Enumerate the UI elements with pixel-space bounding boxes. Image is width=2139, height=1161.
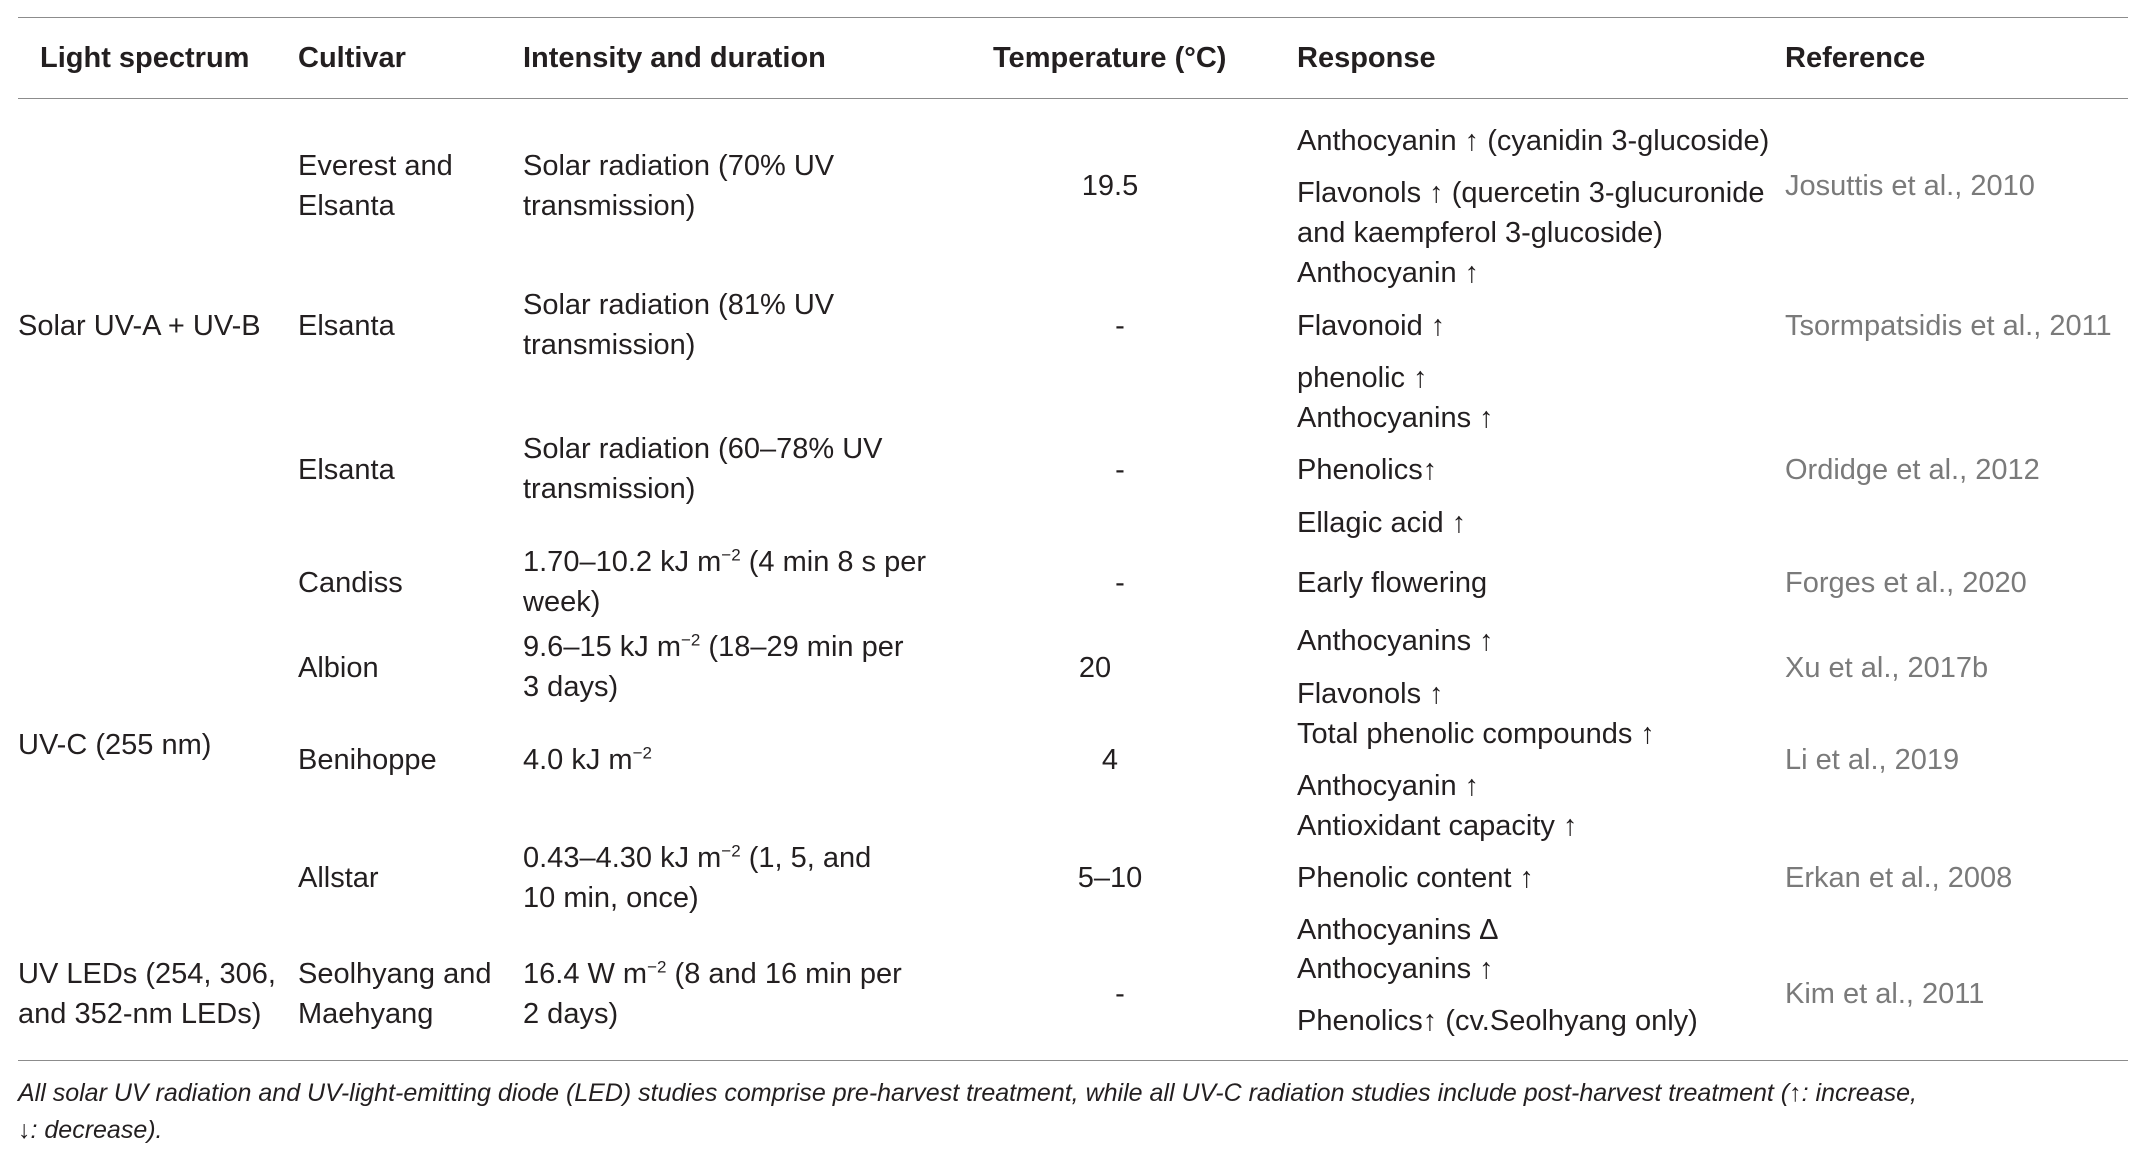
row4-response-1: Early flowering (1297, 567, 1488, 599)
row3-response-1: Anthocyanins ↑ (1297, 402, 1494, 434)
row2-intensity-line2: transmission) (523, 329, 696, 361)
row7-response-1: Antioxidant capacity ↑ (1297, 810, 1578, 842)
row8-intensity-line2: 2 days) (523, 998, 619, 1030)
row2-temperature: - (1115, 310, 1125, 342)
row3-reference: Ordidge et al., 2012 (1785, 454, 2040, 486)
row6-response-1: Total phenolic compounds ↑ (1297, 718, 1655, 750)
footnote-line2: ↓: decrease). (18, 1116, 163, 1144)
header-reference: Reference (1785, 42, 1926, 74)
group-uvled-line1: UV LEDs (254, 306, (18, 958, 276, 990)
row3-response-3: Ellagic acid ↑ (1297, 507, 1467, 539)
header-intensity: Intensity and duration (523, 42, 826, 74)
row8-cultivar-line2: Maehyang (298, 998, 434, 1030)
row7-intensity-line2: 10 min, once) (523, 882, 699, 914)
row2-reference: Tsormpatsidis et al., 2011 (1785, 310, 2112, 342)
row1-reference: Josuttis et al., 2010 (1785, 170, 2035, 202)
row8-reference: Kim et al., 2011 (1785, 978, 1985, 1010)
row2-response-2: Flavonoid ↑ (1297, 310, 1446, 342)
row1-intensity-line2: transmission) (523, 190, 696, 222)
group-uvc: UV-C (255 nm) (18, 729, 212, 761)
row2-response-1: Anthocyanin ↑ (1297, 257, 1480, 289)
footnote-line1: All solar UV radiation and UV-light-emitting diode (LED) studies comprise pre-harvest treatment, while all UV-C radiation studies include post-harvest treatment (↑: increase, (18, 1079, 1917, 1107)
group-solar: Solar UV-A + UV-B (18, 310, 261, 342)
row4-intensity-line1: 1.70–10.2 kJ $m^{-2}$ (4 min 8 s per (523, 545, 927, 578)
row5-temperature: 20 (1078, 652, 1112, 684)
row7-response-2: Phenolic content ↑ (1297, 862, 1534, 894)
row5-intensity-line2: 3 days) (523, 671, 619, 703)
row7-response-3: Anthocyanins Δ (1297, 914, 1499, 946)
row1-cultivar-line1: Everest and (298, 150, 453, 182)
row7-intensity-line1: 0.43–4.30 kJ $m^{-2}$ (1, 5, and (523, 841, 872, 874)
row1-response-3: and kaempferol 3-glucoside) (1297, 217, 1663, 249)
row1-response-2: Flavonols ↑ (quercetin 3-glucuronide (1297, 177, 1765, 209)
row3-cultivar: Elsanta (298, 454, 395, 486)
header-response: Response (1297, 42, 1436, 74)
row6-intensity-line1: 4.0 kJ $m^{-2}$ (523, 743, 652, 776)
row5-reference: Xu et al., 2017b (1785, 652, 1989, 684)
row8-temperature: - (1115, 978, 1125, 1010)
row8-intensity-line1: 16.4 W $m^{-2}$ (8 and 16 min per (523, 957, 902, 990)
row3-intensity-line2: transmission) (523, 473, 696, 505)
row1-cultivar-line2: Elsanta (298, 190, 395, 222)
row5-cultivar: Albion (298, 652, 379, 684)
row7-reference: Erkan et al., 2008 (1785, 862, 2013, 894)
row4-temperature: - (1115, 567, 1125, 599)
row5-intensity-line1: 9.6–15 kJ $m^{-2}$ (18–29 min per (523, 630, 904, 663)
row3-intensity-line1: Solar radiation (60–78% UV (523, 433, 883, 465)
top-rule (18, 17, 2128, 18)
header-cultivar: Cultivar (298, 42, 406, 74)
row2-response-3: phenolic ↑ (1297, 362, 1428, 394)
row3-response-2: Phenolics↑ (1297, 454, 1438, 486)
row7-temperature: 5–10 (1077, 862, 1143, 894)
row5-response-2: Flavonols ↑ (1297, 678, 1444, 710)
row1-response-1: Anthocyanin ↑ (cyanidin 3-glucoside) (1297, 125, 1770, 157)
row3-temperature: - (1115, 454, 1125, 486)
row5-response-1: Anthocyanins ↑ (1297, 625, 1494, 657)
row7-cultivar: Allstar (298, 862, 379, 894)
row8-response-2: Phenolics↑ (cv.Seolhyang only) (1297, 1005, 1698, 1037)
row8-cultivar-line1: Seolhyang and (298, 958, 492, 990)
row2-intensity-line1: Solar radiation (81% UV (523, 289, 835, 321)
row8-response-1: Anthocyanins ↑ (1297, 953, 1494, 985)
row6-temperature: 4 (1101, 744, 1119, 776)
header-temperature: Temperature (°C) (993, 42, 1227, 74)
group-uvled-line2: and 352-nm LEDs) (18, 998, 262, 1030)
bottom-rule (18, 1060, 2128, 1061)
header-rule (18, 98, 2128, 99)
row6-response-2: Anthocyanin ↑ (1297, 770, 1480, 802)
row4-intensity-line2: week) (523, 586, 601, 618)
row4-reference: Forges et al., 2020 (1785, 567, 2027, 599)
row6-reference: Li et al., 2019 (1785, 744, 1960, 776)
row2-cultivar: Elsanta (298, 310, 395, 342)
header-light-spectrum: Light spectrum (40, 42, 250, 74)
row1-intensity-line1: Solar radiation (70% UV (523, 150, 835, 182)
row6-cultivar: Benihoppe (298, 744, 437, 776)
row1-temperature: 19.5 (1081, 170, 1139, 202)
row4-cultivar: Candiss (298, 567, 403, 599)
